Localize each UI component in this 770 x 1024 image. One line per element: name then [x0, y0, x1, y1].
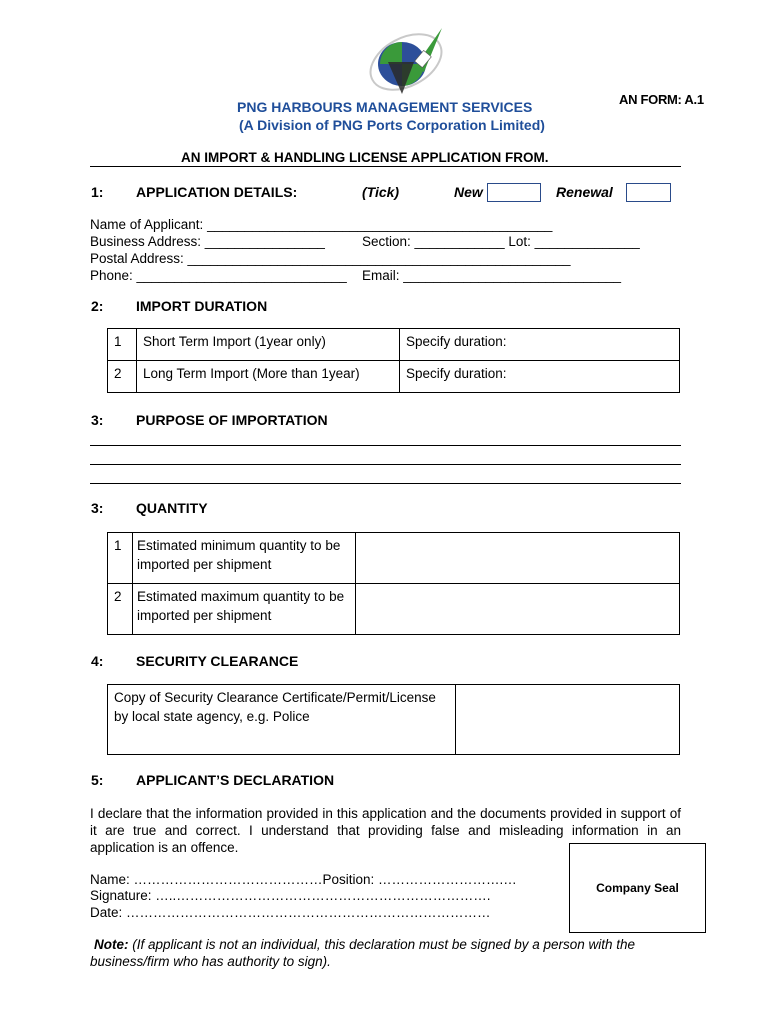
table-row: [108, 329, 680, 361]
note-label: Note:: [94, 937, 129, 952]
duration-input[interactable]: Specify duration:: [400, 329, 680, 361]
declaration-name-field[interactable]: Name: ……………………………………Position: ……………………….…: [90, 872, 517, 887]
section2-title: IMPORT DURATION: [136, 298, 268, 314]
declaration-text: I declare that the information provided in this application and the documents provided in support of it are true and correct. I understand that providing false and misleading information in an application is an offence.: [90, 806, 681, 855]
harbour-logo-icon: [362, 24, 450, 96]
company-seal-label: Company Seal: [596, 881, 679, 895]
row-label: Estimated maximum quantity to be imported per shipment: [133, 584, 356, 635]
quantity-input[interactable]: [356, 533, 680, 584]
company-seal-box[interactable]: [569, 843, 706, 933]
section-lot-field[interactable]: Section: ____________ Lot: ______________: [362, 234, 640, 249]
postal-address-field[interactable]: Postal Address: ___________________________________________________: [90, 251, 571, 266]
table-row: [108, 584, 680, 635]
form-code: AN FORM: A.1: [619, 92, 704, 107]
security-clearance-input[interactable]: [456, 685, 680, 755]
declaration-date-field[interactable]: Date: ………………………………………………………………………: [90, 905, 491, 920]
table-row: [108, 685, 680, 755]
section4-number: 4:: [91, 653, 104, 669]
table-row: [108, 533, 680, 584]
company-logo: [362, 24, 450, 96]
section2-number: 2:: [91, 298, 104, 314]
email-field[interactable]: Email: _____________________________: [362, 268, 621, 283]
purpose-line-1[interactable]: [90, 445, 681, 446]
section3b-number: 3:: [91, 500, 104, 516]
row-label: Short Term Import (1year only): [137, 329, 400, 361]
table-row: [108, 361, 680, 393]
renewal-checkbox[interactable]: [626, 183, 671, 202]
section3a-title: PURPOSE OF IMPORTATION: [136, 412, 328, 428]
security-clearance-table: [107, 684, 680, 755]
row-number: 1: [108, 533, 133, 584]
applicant-name-field[interactable]: Name of Applicant: ______________________________________________: [90, 217, 553, 232]
duration-input[interactable]: Specify duration:: [400, 361, 680, 393]
business-address-field[interactable]: Business Address: ________________: [90, 234, 325, 249]
note-text: (If applicant is not an individual, this declaration must be signed by a person with the business/firm who has authority to sign).: [90, 937, 636, 969]
footer-note: [90, 936, 690, 970]
new-checkbox[interactable]: [487, 183, 541, 202]
row-number: 2: [108, 361, 137, 393]
purpose-line-3[interactable]: [90, 483, 681, 484]
title-rule: [90, 166, 681, 167]
section3b-title: QUANTITY: [136, 500, 208, 516]
section5-number: 5:: [91, 772, 104, 788]
row-label: Estimated minimum quantity to be imported per shipment: [133, 533, 356, 584]
org-name: PNG HARBOURS MANAGEMENT SERVICES: [237, 99, 533, 115]
import-duration-table: [107, 328, 680, 393]
new-label: New: [454, 184, 483, 200]
division-subtitle: (A Division of PNG Ports Corporation Limited): [239, 117, 545, 133]
renewal-label: Renewal: [556, 184, 613, 200]
section1-title: APPLICATION DETAILS:: [136, 184, 298, 200]
quantity-input[interactable]: [356, 584, 680, 635]
form-title: AN IMPORT & HANDLING LICENSE APPLICATION FROM.: [181, 150, 549, 165]
section1-number: 1:: [91, 184, 104, 200]
section5-title: APPLICANT’S DECLARATION: [136, 772, 335, 788]
phone-field[interactable]: Phone: ____________________________: [90, 268, 347, 283]
purpose-line-2[interactable]: [90, 464, 681, 465]
security-clearance-text: Copy of Security Clearance Certificate/Permit/License by local state agency, e.g. Police: [108, 685, 456, 755]
quantity-table: [107, 532, 680, 635]
section3a-number: 3:: [91, 412, 104, 428]
row-number: 1: [108, 329, 137, 361]
tick-label: (Tick): [362, 184, 400, 200]
row-number: 2: [108, 584, 133, 635]
row-label: Long Term Import (More than 1year): [137, 361, 400, 393]
section4-title: SECURITY CLEARANCE: [136, 653, 299, 669]
declaration-signature-field[interactable]: Signature: …..…………………………………………………………….: [90, 888, 491, 903]
